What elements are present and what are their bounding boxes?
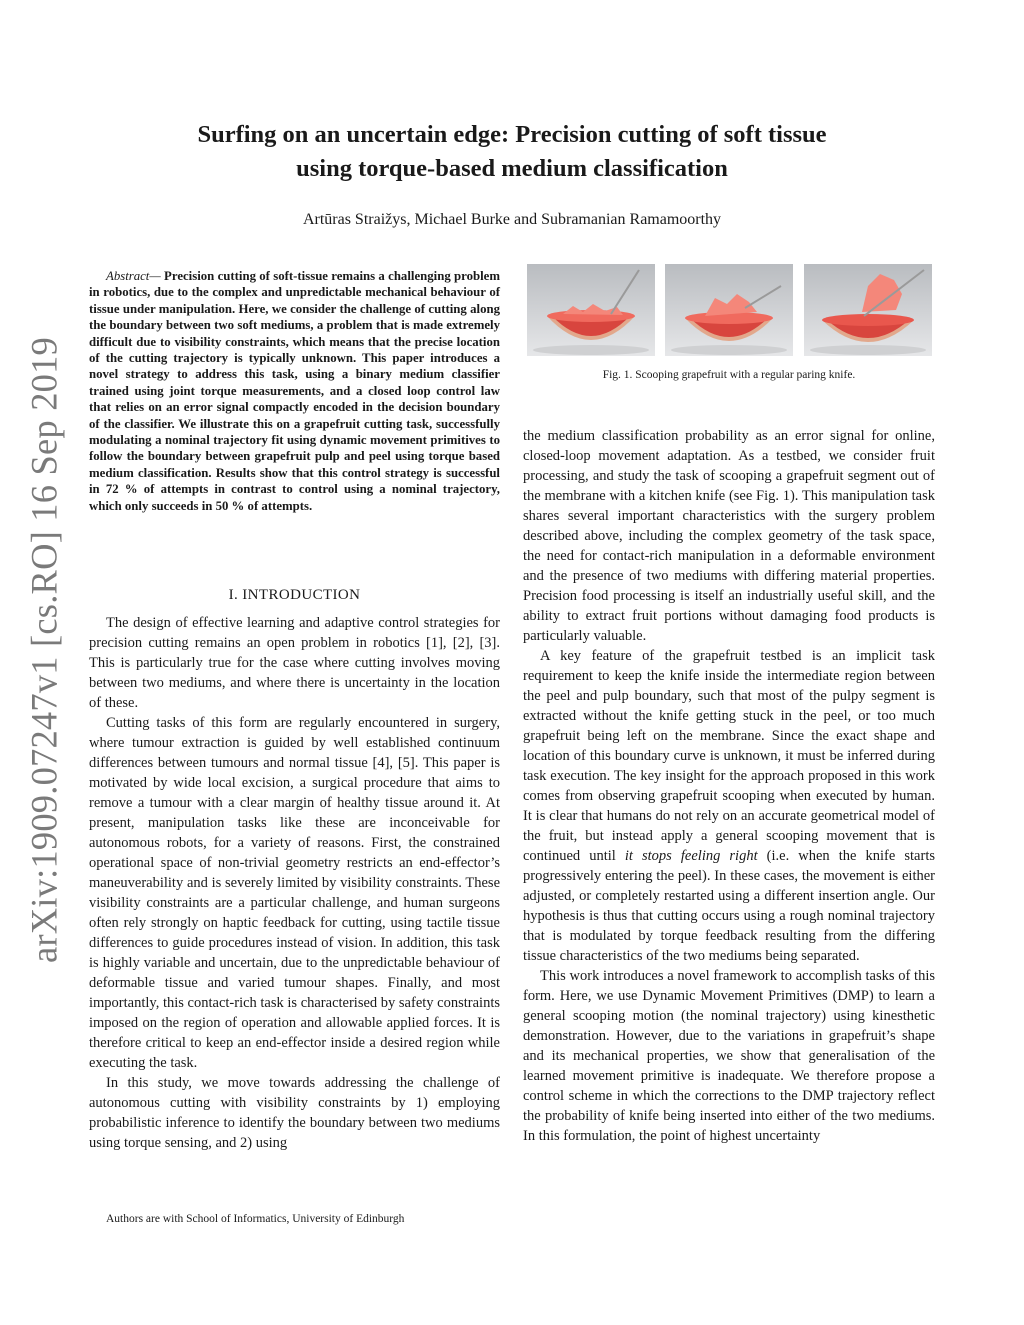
grapefruit-photo-2 (665, 264, 793, 356)
right-paragraph-2-part-b: (i.e. when the knife starts progressively entering the peel). In these cases, the movement is either adjusted, or completely restarted using a different insertion angle. Our hypothesis is thus that cutting occurs using a rough nominal trajectory that is modulated by torque feedback resulting from the differing tissue characteristics of the two mediums being separated. (523, 848, 935, 964)
intro-paragraph-3: In this study, we move towards addressing the challenge of autonomous cutting with visibility constraints by 1) employing probabilistic inference to identify the boundary between two mediums using torque sensing, and 2) using (89, 1075, 500, 1151)
abstract-label: Abstract— (106, 269, 161, 283)
introduction-body (89, 613, 500, 1153)
right-paragraph-2-part-a: A key feature of the grapefruit testbed is an implicit task requirement to keep the knife inside the intermediate region between the peel and pulp boundary, such that most of the pulpy segment is extracted without the knife getting stuck in the peel, or too much grapefruit being left on the membrane. Since the exact shape and location of this boundary curve is unknown, it must be inferred during task execution. The key insight for the approach proposed in this work comes from observing grapefruit scooping when executed by human. It is clear that humans do not rely on an accurate geometrical model of the fruit, but instead apply a general scooping movement that is continued until (523, 648, 935, 864)
right-paragraph-2 (523, 646, 935, 966)
figure-1 (527, 264, 932, 356)
title-line-2: using torque-based medium classification (296, 155, 728, 182)
grapefruit-photo-1 (527, 264, 655, 356)
abstract-text: Precision cutting of soft-tissue remains a challenging problem in robotics, due to the complex and unpredictable mechanical behaviour of tissue under manipulation. Here, we consider the challenge of cutting along the boundary between two soft mediums, a problem that is made extremely difficult due to visibility constraints, which means that the precise location of the cutting trajectory is typically unknown. This paper introduces a novel strategy to address this task, using a binary medium classifier trained using joint torque measurements, and a closed loop control law that relies on an error signal compactly encoded in the decision boundary of the classifier. We illustrate this on a grapefruit cutting task, successfully modulating a nominal trajectory fit using dynamic movement primitives to follow the boundary between grapefruit pulp and peel using torque based medium classification. Results show that this control strategy is successful in 72 % of attempts in contrast to control using a nominal trajectory, which only succeeds in 50 % of attempts. (89, 269, 500, 513)
right-paragraph-2-emphasis: it stops feeling right (624, 848, 758, 864)
grapefruit-photo-3 (804, 264, 932, 356)
author-affiliation-footnote: Authors are with School of Informatics, University of Edinburgh (106, 1213, 405, 1225)
right-paragraph-1: the medium classification probability as an error signal for online, closed-loop movement adaptation. As a testbed, we consider fruit processing, and study the task of scooping a grapefruit segment out of the membrane with a kitchen knife (see Fig. 1). This manipulation task shares several important characteristics with the surgery problem described above, including the complex geometry of the task space, the need for contact-rich manipulation in a deformable environment and the presence of two mediums with differing material properties. Precision food processing is itself an industrially useful skill, and the ability to extract fruit portions without damaging food products is particularly valuable. (523, 428, 935, 644)
figure-1-caption: Fig. 1. Scooping grapefruit with a regular paring knife. (602, 369, 856, 381)
right-paragraph-3: This work introduces a novel framework to accomplish tasks of this form. Here, we use Dynamic Movement Primitives (DMP) to learn a general scooping motion (the nominal trajectory) using kinesthetic demonstration. However, due to the variations in grapefruit’s shape and its mechanical properties, we show that generalisation of the learned movement primitive is inadequate. We therefore propose a control scheme in which the corrections to the DMP trajectory reflect the probability of knife being inserted into either of the two mediums. In this formulation, the point of highest uncertainty (523, 968, 935, 1144)
intro-paragraph-2: Cutting tasks of this form are regularly encountered in surgery, where tumour extraction is guided by well established continuum differences between tumours and normal tissue [4], [5]. This paper is motivated by wide local excision, a surgical procedure that aims to remove a tumour with a clear margin of healthy tissue around it. At present, manipulation tasks like these are inconceivable for autonomous robots, for a variety of reasons. First, the constrained operational space of non-trivial geometry restricts an end-effector’s maneuverability and is severely limited by visibility constraints. These visibility constraints are a particular challenge, and human surgeons often rely strongly on haptic feedback for cutting, using tactile tissue differences to guide procedures instead of vision. In addition, this task is highly variable and uncertain, due to the unpredictable behaviour of deformable tissue and varied tumour shapes. Finally, and most importantly, this contact-rich task is characterised by safety constraints imposed on the region of operation and allowable applied forces. It is therefore critical to keep an end-effector inside a desired region while executing the task. (89, 715, 500, 1071)
intro-paragraph-1: The design of effective learning and adaptive control strategies for precision cutting remains an open problem in robotics [1], [2], [3]. This is particularly true for the case where cutting involves moving between two mediums, and where there is uncertainty in the location of these. (89, 615, 500, 711)
paper-title (100, 118, 924, 186)
section-heading-introduction: I. INTRODUCTION (228, 587, 361, 603)
author-list: Artūras Straižys, Michael Burke and Subramanian Ramamoorthy (302, 211, 722, 228)
title-line-1: Surfing on an uncertain edge: Precision cutting of soft tissue (197, 121, 827, 148)
arxiv-identifier: arXiv:1909.07247v1 [cs.RO] 16 Sep 2019 (23, 336, 65, 964)
abstract (89, 268, 500, 514)
right-column-body (523, 426, 935, 1146)
arxiv-stamp (14, 336, 74, 964)
